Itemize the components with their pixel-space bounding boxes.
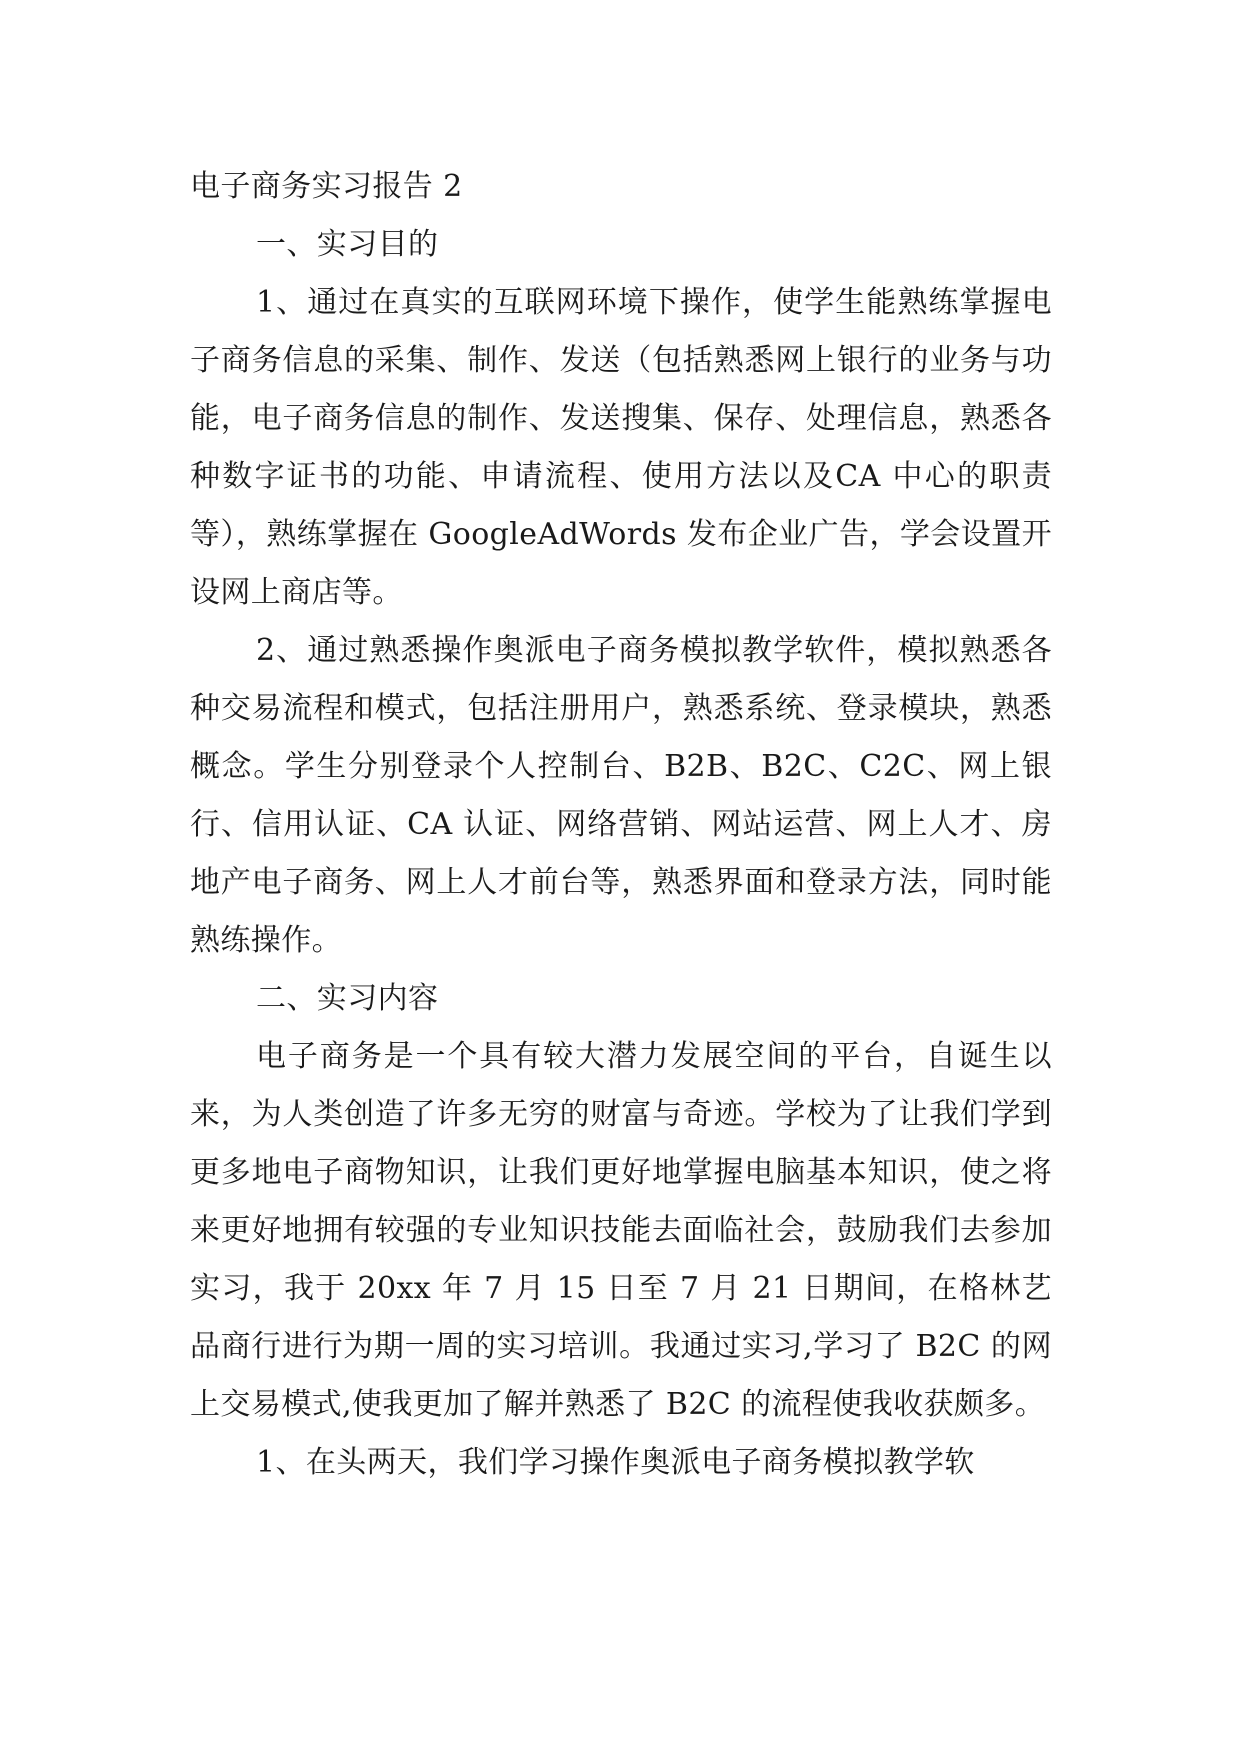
- section-heading-content: 二、实习内容: [256, 981, 439, 1016]
- paragraph-purpose-2: 2、通过熟悉操作奥派电子商务模拟教学软件，模拟熟悉各种交易流程和模式，包括注册用户，熟悉系统、登录模块，熟悉概念。学生分别登录个人控制台、B2B、B2C、C2C、网上银行、信用认证、CA 认证、网络营销、网站运营、网上人才、房地产电子商务、网上人才前台等，熟悉界面和登录方法，同时能熟练操作。: [190, 633, 1052, 958]
- paragraph-content-2: 1、在头两天，我们学习操作奥派电子商务模拟教学软: [256, 1445, 975, 1480]
- document-body: [190, 158, 1052, 1492]
- section-heading-purpose: 一、实习目的: [256, 227, 439, 262]
- paragraph-purpose-1: 1、通过在真实的互联网环境下操作，使学生能熟练掌握电子商务信息的采集、制作、发送（包括熟悉网上银行的业务与功能，电子商务信息的制作、发送搜集、保存、处理信息，熟悉各种数字证书的功能、申请流程、使用方法以及CA 中心的职责等），熟练掌握在 GoogleAdWords 发布企业广告，学会设置开设网上商店等。: [190, 285, 1052, 610]
- paragraph-content-1: 电子商务是一个具有较大潜力发展空间的平台，自诞生以来，为人类创造了许多无穷的财富与奇迹。学校为了让我们学到更多地电子商物知识，让我们更好地掌握电脑基本知识，使之将来更好地拥有较强的专业知识技能去面临社会，鼓励我们去参加实习，我于 20xx 年 7 月 15 日至 7 月 21 日期间，在格林艺品商行进行为期一周的实习培训。我通过实习,学习了 B2C 的网上交易模式,使我更加了解并熟悉了 B2C 的流程使我收获颇多。: [190, 1039, 1052, 1422]
- document-title: 电子商务实习报告 2: [190, 169, 463, 204]
